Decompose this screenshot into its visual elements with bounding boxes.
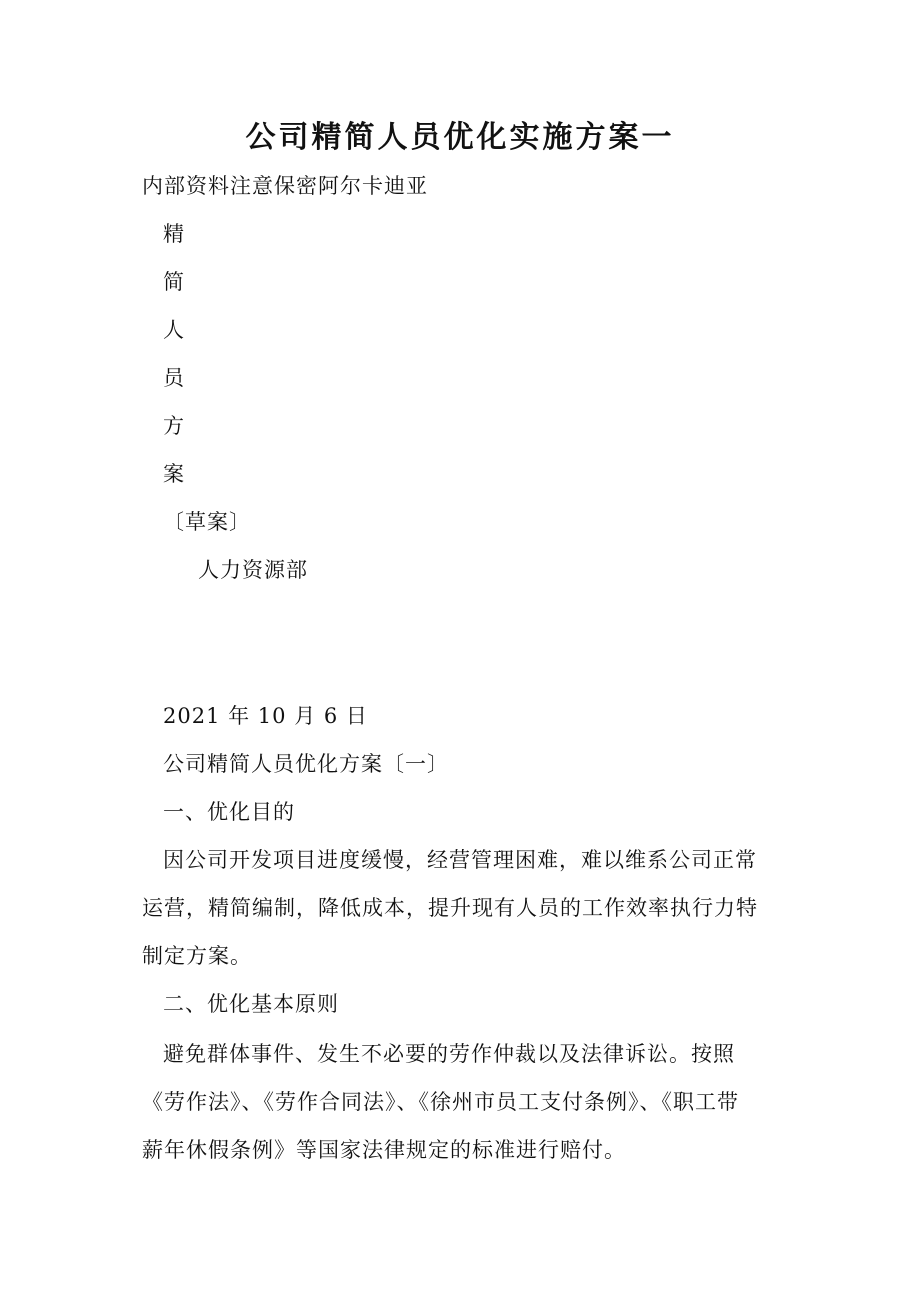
cover-char-3: 人: [163, 318, 185, 342]
plan-heading: 公司精简人员优化方案〔一〕: [163, 752, 449, 776]
section1-heading: 一、优化目的: [163, 800, 295, 824]
section2-line-3: 薪年休假条例》等国家法律规定的标准进行赔付。: [142, 1138, 626, 1162]
cover-char-4: 员: [163, 366, 185, 390]
cover-char-2: 简: [163, 270, 185, 294]
document-title: 公司精简人员优化实施方案一: [245, 120, 675, 155]
section1-line-3: 制定方案。: [142, 944, 252, 968]
department-name: 人力资源部: [198, 558, 308, 582]
section1-line-2: 运营，精简编制，降低成本，提升现有人员的工作效率执行力特: [142, 896, 758, 920]
confidential-note: 内部资料注意保密阿尔卡迪亚: [142, 174, 428, 198]
document-date: 2021 年 10 月 6 日: [163, 704, 368, 728]
cover-char-6: 案: [163, 462, 185, 486]
section2-line-2: 《劳作法》、《劳作合同法》、《徐州市员工支付条例》、《职工带: [142, 1090, 739, 1114]
section1-line-1: 因公司开发项目进度缓慢，经营管理困难，难以维系公司正常: [163, 848, 757, 872]
draft-label: 〔草案〕: [163, 510, 251, 534]
section2-heading: 二、优化基本原则: [163, 992, 339, 1016]
section2-line-1: 避免群体事件、发生不必要的劳作仲裁以及法律诉讼。按照: [163, 1042, 735, 1066]
cover-char-1: 精: [163, 222, 185, 246]
cover-char-5: 方: [163, 414, 185, 438]
